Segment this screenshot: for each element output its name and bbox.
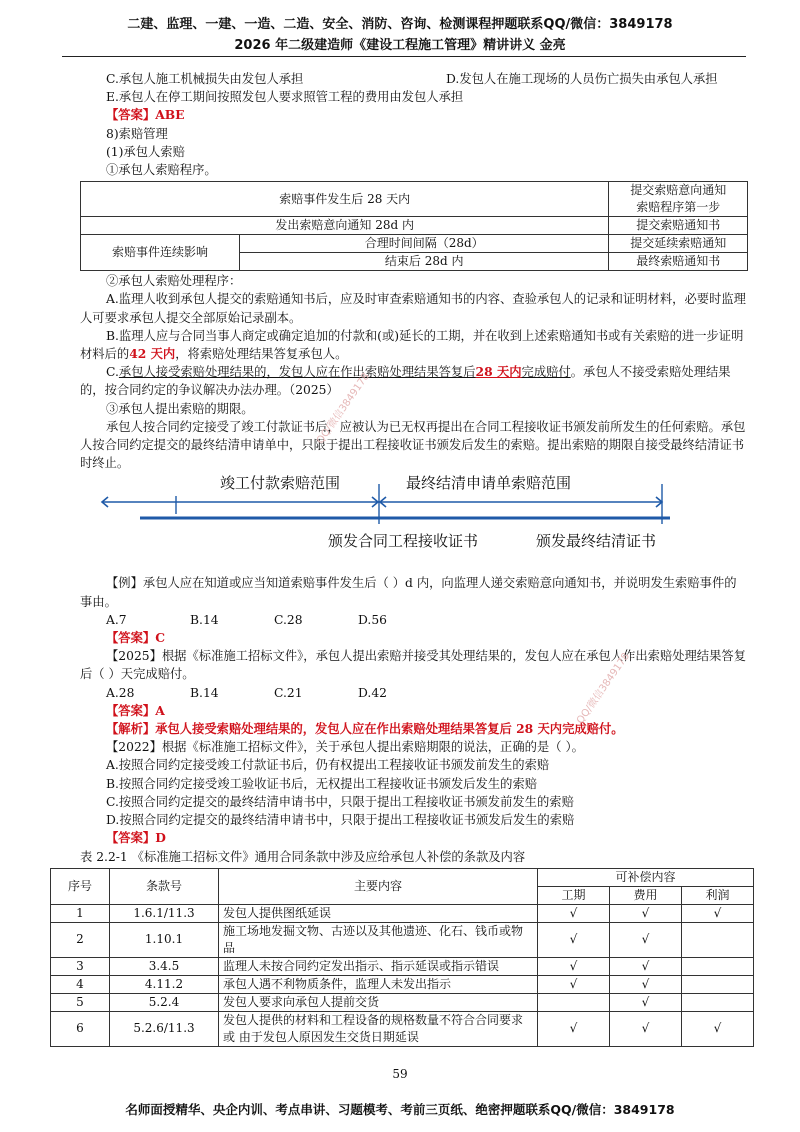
example-2-option: D.42 <box>358 685 387 700</box>
cell-time <box>538 993 610 1011</box>
paragraph-b <box>80 327 748 363</box>
compensation-table <box>50 868 754 1047</box>
cell-no: 5 <box>51 993 110 1011</box>
table-cell <box>609 182 748 217</box>
claim-period-paragraph: 承包人按合同约定接受了竣工付款证书后，应被认为已无权再提出在合同工程接收证书颁发前所发生的任何索赔。承包人按合同约定提交的最终结清申请单中，只限于提出工程接收证书颁发后发生的索赔。提出索赔的期限自接受最终结清证书时终止。 <box>80 419 746 471</box>
cell-no: 4 <box>51 975 110 993</box>
cell-cost: √ <box>610 957 682 975</box>
cell-profit: √ <box>682 1011 754 1046</box>
page-body <box>67 70 748 1047</box>
cell-no: 6 <box>51 1011 110 1046</box>
cell-time: √ <box>538 957 610 975</box>
option-d: D.发包人在施工现场的人员伤亡损失由承包人承担 <box>446 72 718 86</box>
example-1-option: C.28 <box>274 612 303 627</box>
cell-clause: 4.11.2 <box>110 975 219 993</box>
cell-content: 发包人提供图纸延误 <box>219 904 538 922</box>
claim-timeline-diagram <box>80 474 748 574</box>
example-2-answer: 【答案】A <box>106 702 165 718</box>
cell-no: 2 <box>51 922 110 957</box>
cell-profit <box>682 922 754 957</box>
table-row <box>51 904 754 922</box>
header-title-line: 2026 年二级建造师《建设工程施工管理》精讲讲义 金亮 <box>234 38 566 53</box>
underlined-run: 完成赔付 <box>521 365 571 380</box>
cell-time: √ <box>538 975 610 993</box>
highlight-28-days: 28 天内 <box>475 364 522 380</box>
option-row-cd <box>80 70 748 88</box>
cell-content: 监理人未按合同约定发出指示、指示延误或指示错误 <box>219 957 538 975</box>
cell-clause: 3.4.5 <box>110 957 219 975</box>
header-time: 工期 <box>538 886 610 904</box>
table-cell: 提交索赔通知书 <box>609 217 748 235</box>
table-row <box>81 217 748 235</box>
example-3-question: 【2022】根据《标准施工招标文件》，关于承包人提出索赔期限的说法，正确的是（ ）。 <box>106 740 584 755</box>
cell-content: 发包人要求向承包人提前交货 <box>219 993 538 1011</box>
watermark: QQ/微信3849178 <box>314 371 372 447</box>
section-8-heading: 8)索赔管理 <box>106 126 168 141</box>
table-cell: 索赔事件连续影响 <box>81 235 240 271</box>
cell-cost: √ <box>610 975 682 993</box>
cell-cost: √ <box>610 904 682 922</box>
claim-handling-title: ②承包人索赔处理程序： <box>106 274 242 289</box>
timeline-label-takeover-cert: 颁发合同工程接收证书 <box>328 532 479 551</box>
example-3-option-c: C.按照合同约定提交的最终结清申请书中，只限于提出工程接收证书颁发前发生的索赔 <box>106 794 574 809</box>
table-row <box>81 235 748 253</box>
text-run: 。承包人不接受索赔处理结果的，按合同约定的争议解决办法办理。（2025） <box>80 365 731 398</box>
table-caption: 表 2.2-1 《标准施工招标文件》通用合同条款中涉及应给承包人补偿的条款及内容 <box>80 849 526 864</box>
example-3-option-b: B.按照合同约定接受竣工验收证书后，无权提出工程接收证书颁发后发生的索赔 <box>106 776 538 791</box>
header-compensable: 可补偿内容 <box>538 868 754 886</box>
table-header-row <box>51 868 754 886</box>
cell-clause: 5.2.4 <box>110 993 219 1011</box>
cell-content: 施工场地发掘文物、古迹以及其他遗迹、化石、钱币或物品 <box>219 922 538 957</box>
header-clause: 条款号 <box>110 868 219 904</box>
claim-procedure-table <box>80 181 748 271</box>
cell-time: √ <box>538 1011 610 1046</box>
table-cell: 提交延续索赔通知 <box>609 235 748 253</box>
underlined-run: 承包人接受索赔处理结果的，发包人应在作出索赔处理结果答复后 <box>118 365 476 380</box>
example-2-question: 【2025】根据《标准施工招标文件》，承包人提出索赔并接受其处理结果的，发包人应在承包人作出索赔处理结果答复后（ ）天完成赔付。 <box>80 649 746 682</box>
table-cell: 合理时间间隔（28d） <box>240 235 609 253</box>
text-run: C. <box>106 365 119 380</box>
example-2-option: C.21 <box>274 685 303 700</box>
table-row <box>51 1011 754 1046</box>
header-content: 主要内容 <box>219 868 538 904</box>
cell-profit <box>682 957 754 975</box>
example-1-option: D.56 <box>358 612 387 627</box>
example-1-option: B.14 <box>190 612 219 627</box>
page-header <box>0 14 800 56</box>
cell-profit <box>682 975 754 993</box>
cell-clause: 1.10.1 <box>110 922 219 957</box>
cell-cost: √ <box>610 993 682 1011</box>
example-1-answer: 【答案】C <box>106 630 165 646</box>
page-number: 59 <box>392 1067 408 1081</box>
cell-clause: 5.2.6/11.3 <box>110 1011 219 1046</box>
example-3-option-a: A.按照合同约定接受竣工付款证书后，仍有权提出工程接收证书颁发前发生的索赔 <box>106 758 550 773</box>
table-cell: 索赔事件发生后 28 天内 <box>81 182 609 217</box>
page-footer: 名师面授精华、央企内训、考点串讲、习题模考、考前三页纸、绝密押题联系QQ/微信：3849178 <box>125 1102 675 1117</box>
paragraph-c <box>80 363 748 399</box>
timeline-label-final-settlement-scope: 最终结清申请单索赔范围 <box>406 474 572 493</box>
timeline-label-final-payment-scope: 竣工付款索赔范围 <box>220 474 341 493</box>
cell-no: 3 <box>51 957 110 975</box>
cell-line: 提交索赔意向通知 <box>630 183 727 198</box>
example-3-answer: 【答案】D <box>106 830 166 846</box>
example-1-option: A.7 <box>106 612 127 627</box>
table-row <box>51 993 754 1011</box>
cell-cost: √ <box>610 1011 682 1046</box>
cell-clause: 1.6.1/11.3 <box>110 904 219 922</box>
timeline-label-final-cert: 颁发最终结清证书 <box>536 532 657 551</box>
cell-content: 发包人提供的材料和工程设备的规格数量不符合合同要求或 由于发包人原因发生交货日期延误 <box>219 1011 538 1046</box>
cell-profit <box>682 993 754 1011</box>
example-3-option-d: D.按照合同约定提交的最终结清申请书中，只限于提出工程接收证书颁发后发生的索赔 <box>106 813 575 828</box>
example-2-option: B.14 <box>190 685 219 700</box>
claim-procedure-title: ①承包人索赔程序。 <box>106 163 217 178</box>
table-row <box>51 975 754 993</box>
cell-time: √ <box>538 904 610 922</box>
watermark: QQ/微信3849178 <box>574 651 632 727</box>
table-row <box>51 922 754 957</box>
table-cell: 结束后 28d 内 <box>240 253 609 271</box>
header-profit: 利润 <box>682 886 754 904</box>
text-run: B.监理人应与合同当事人商定或确定追加的付款和(或)延长的工期，并在收到上述索赔通知书或有关索赔的进一步证明材料后的 <box>80 328 744 362</box>
cell-profit: √ <box>682 904 754 922</box>
highlight-42-days: 42 天内 <box>129 346 176 362</box>
example-2-option: A.28 <box>106 685 135 700</box>
section-8-1-heading: (1)承包人索赔 <box>106 144 185 159</box>
example-2-analysis: 【解析】承包人接受索赔处理结果的，发包人应在作出索赔处理结果答复后 28 天内完成赔付。 <box>106 721 624 737</box>
example-1-options <box>80 611 748 629</box>
option-e: E.承包人在停工期间按照发包人要求照管工程的费用由发包人承担 <box>106 90 464 105</box>
table-cell: 发出索赔意向通知 28d 内 <box>81 217 609 235</box>
cell-no: 1 <box>51 904 110 922</box>
example-1-question: 【例】承包人应在知道或应当知道索赔事件发生后（ ）d 内，向监理人递交索赔意向通知书，并说明发生索赔事件的事由。 <box>80 576 737 609</box>
answer-1: 【答案】ABE <box>106 107 185 123</box>
cell-time: √ <box>538 922 610 957</box>
table-row <box>51 957 754 975</box>
text-run: ，将索赔处理结果答复承包人。 <box>175 347 348 362</box>
option-c: C.承包人施工机械损失由发包人承担 <box>106 72 304 86</box>
header-no: 序号 <box>51 868 110 904</box>
table-row <box>81 182 748 217</box>
paragraph-a: A.监理人收到承包人提交的索赔通知书后，应及时审查索赔通知书的内容、查验承包人的记录和证明材料，必要时监理人可要求承包人提交全部原始记录副本。 <box>80 292 746 325</box>
cell-cost: √ <box>610 922 682 957</box>
claim-period-title: ③承包人提出索赔的期限。 <box>106 401 254 416</box>
cell-line: 索赔程序第一步 <box>636 200 721 215</box>
header-contact-line: 二建、监理、一建、一造、二造、安全、消防、咨询、检测课程押题联系QQ/微信：3849178 <box>127 17 673 32</box>
example-2-options <box>80 684 748 702</box>
header-divider <box>62 56 746 57</box>
header-cost: 费用 <box>610 886 682 904</box>
cell-content: 承包人遇不利物质条件，监理人未发出指示 <box>219 975 538 993</box>
table-cell: 最终索赔通知书 <box>609 253 748 271</box>
